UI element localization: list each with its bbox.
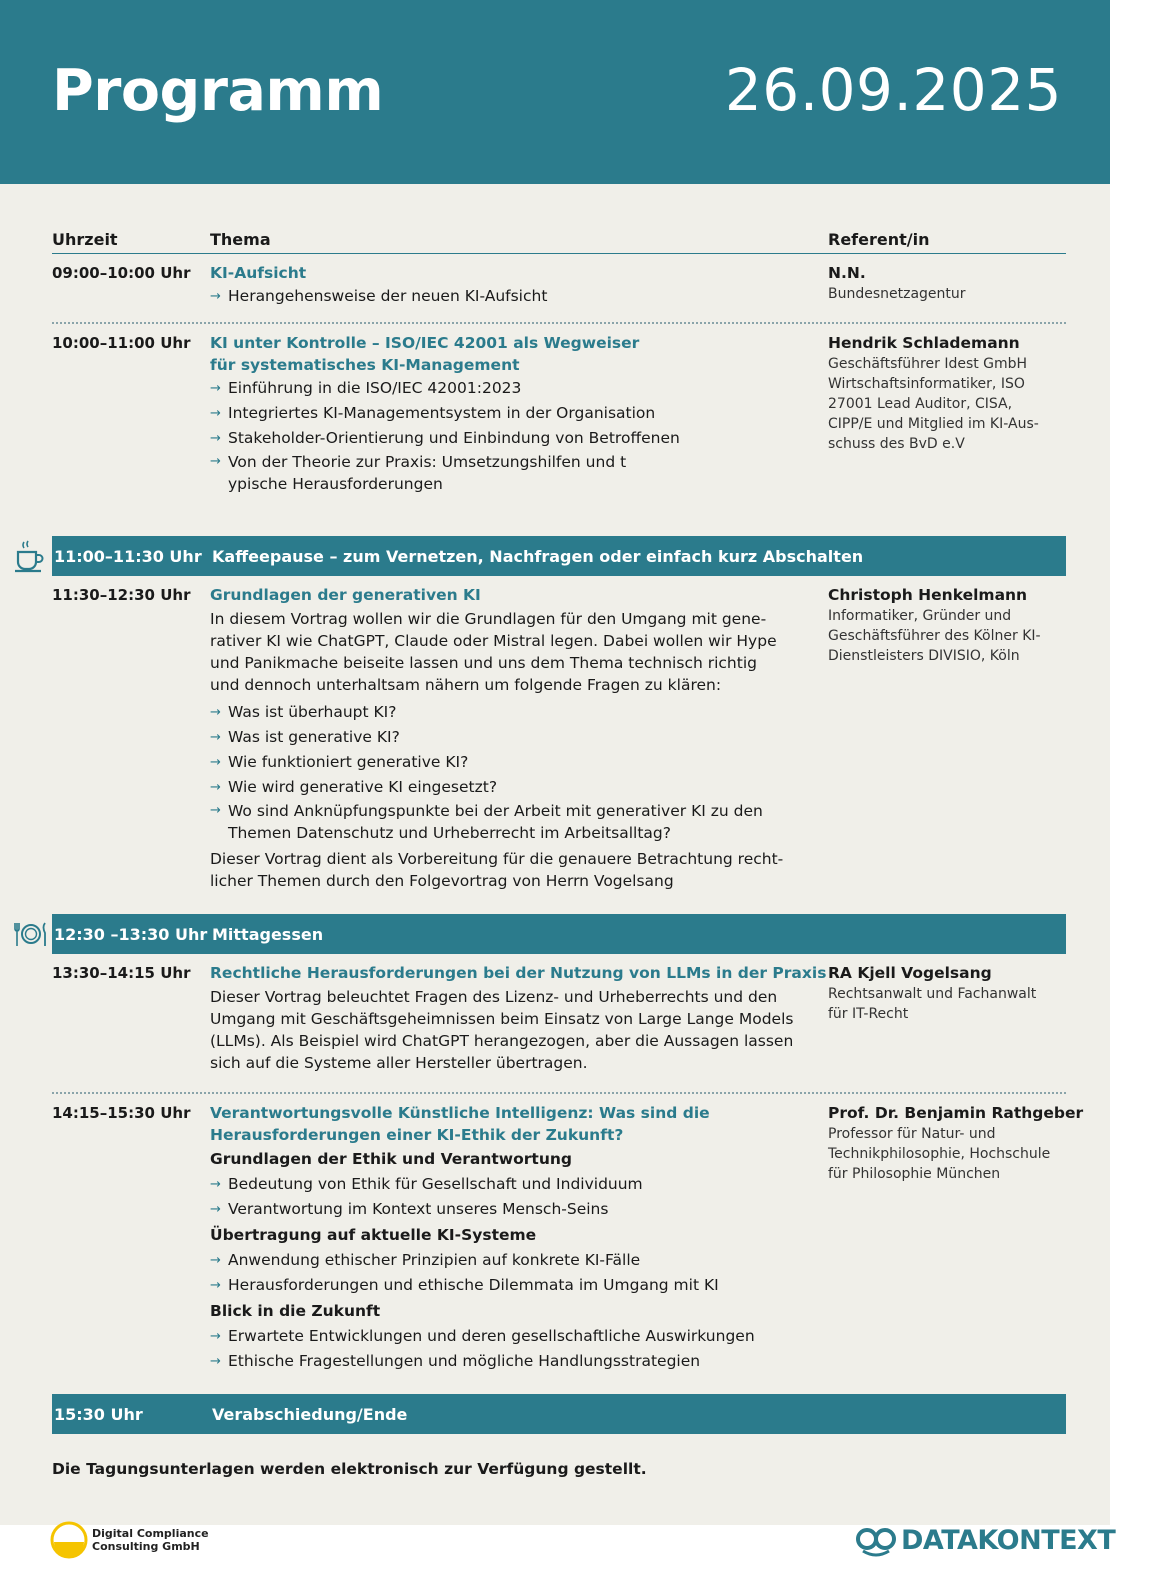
session-topic-cell (210, 332, 828, 525)
session-topic: KI unter Kontrolle – ISO/IEC 42001 als Wegweiser für systematisches KI-Management (210, 334, 640, 374)
session-time: 09:00–10:00 Uhr (52, 264, 191, 282)
session-intro: In diesem Vortrag wollen wir die Grundlagen für den Umgang mit gene- rativer KI wie ChatGPT, Claude oder Mistral legen. Dabei wollen wir Hype und Panikmache beiseite lassen und uns dem Thema technisch richtig und dennoch unterhaltsam nähern um folgende Fragen zu klären: (210, 610, 777, 694)
list-item (210, 1172, 828, 1197)
col-topic-header: Thema (210, 230, 271, 249)
session-topic-cell (210, 584, 828, 903)
arrow-right-icon: → (210, 431, 221, 446)
list-item (210, 1248, 828, 1273)
col-time-header: Uhrzeit (52, 230, 118, 249)
arrow-right-icon: → (210, 381, 221, 396)
arrow-right-icon: → (210, 406, 221, 421)
lunch-time: 12:30 –13:30 Uhr (54, 924, 208, 944)
arrow-right-icon: → (210, 803, 221, 818)
list-item (210, 725, 828, 750)
speaker-role: Informatiker, Gründer und Geschäftsführer des Kölner KI-Dienstleisters DIVISIO, Köln (828, 608, 1041, 664)
table-row (52, 1094, 1084, 1394)
list-item (210, 700, 828, 725)
list-item (210, 775, 828, 800)
speaker-cell (828, 1102, 1083, 1383)
table-header (52, 226, 1066, 254)
speaker-cell (828, 332, 1066, 525)
program-table (52, 226, 1084, 1434)
speaker-name: Hendrik Schlademann (828, 334, 1020, 352)
break-time: 11:00–11:30 Uhr (54, 546, 202, 566)
list-item (210, 1273, 828, 1298)
bullet-text: Wie funktioniert generative KI? (228, 753, 469, 771)
list-item (210, 426, 828, 451)
speaker-role: Geschäftsführer Idest GmbH Wirtschaftsinformatiker, ISO 27001 Lead Auditor, CISA, CIPP/E und Mitglied im KI-Aus- schuss des BvD e.V (828, 356, 1039, 452)
session-topic: KI-Aufsicht (210, 264, 307, 282)
bullet-text: Integriertes KI-Managementsystem in der Organisation (228, 404, 656, 422)
arrow-right-icon: → (210, 705, 221, 720)
session-intro: Dieser Vortrag beleuchtet Fragen des Lizenz- und Urheberrechts und den Umgang mit Geschäftsgeheimnissen beim Einsatz von Large Lange Models (LLMs). Als Beispiel wird ChatGPT herangezogen, aber die Aussagen lassen sich auf die Systeme aller Hersteller übertragen. (210, 988, 794, 1072)
datakontext-logo (855, 1520, 1115, 1560)
section-heading: Übertragung auf aktuelle KI-Systeme (210, 1226, 537, 1244)
datakontext-emblem-icon (855, 1523, 897, 1557)
arrow-right-icon: → (210, 454, 221, 469)
bullet-text: Von der Theorie zur Praxis: Umsetzungshilfen und t ypische Herausforderungen (228, 453, 627, 493)
arrow-right-icon: → (210, 1354, 221, 1369)
break-label: Kaffeepause – zum Vernetzen, Nachfragen oder einfach kurz Abschalten (212, 546, 864, 566)
page-title: Programm (52, 58, 384, 124)
digicom-line-2: Consulting GmbH (92, 1540, 200, 1553)
bullet-text: Was ist generative KI? (228, 728, 400, 746)
section-heading: Grundlagen der Ethik und Verantwortung (210, 1150, 572, 1168)
datakontext-wordmark: DATAKONTEXT (901, 1524, 1116, 1556)
list-item (210, 1197, 828, 1222)
session-topic: Verantwortungsvolle Künstliche Intelligenz: Was sind die Herausforderungen einer KI-Ethik der Zukunft? (210, 1104, 710, 1144)
session-outro: Dieser Vortrag dient als Vorbereitung für die genauere Betrachtung recht- licher Themen durch den Folgevortrag von Herrn Vogelsang (210, 850, 784, 890)
table-row (52, 254, 1066, 324)
table-row (52, 576, 1066, 914)
end-label: Verabschiedung/Ende (212, 1404, 408, 1424)
event-date: 26.09.2025 (724, 56, 1062, 124)
speaker-name: RA Kjell Vogelsang (828, 964, 992, 982)
speaker-role: Professor für Natur- und Technikphilosophie, Hochschule für Philosophie München (828, 1126, 1051, 1182)
bullet-text: Anwendung ethischer Prinzipien auf konkrete KI-Fälle (228, 1251, 641, 1269)
bullet-text: Ethische Fragestellungen und mögliche Handlungsstrategien (228, 1352, 701, 1370)
arrow-right-icon: → (210, 1177, 221, 1192)
end-time: 15:30 Uhr (54, 1404, 143, 1424)
bullet-text: Stakeholder-Orientierung und Einbindung von Betroffenen (228, 429, 680, 447)
session-topic: Rechtliche Herausforderungen bei der Nutzung von LLMs in der Praxis (210, 964, 827, 982)
session-topic-cell (210, 262, 828, 311)
session-time: 14:15–15:30 Uhr (52, 1104, 191, 1122)
arrow-right-icon: → (210, 289, 221, 304)
coffee-break-band (52, 536, 1066, 576)
speaker-cell (828, 584, 1066, 903)
digicom-wordmark (92, 1527, 209, 1553)
speaker-cell (828, 262, 1066, 311)
arrow-right-icon: → (210, 780, 221, 795)
speaker-name: Christoph Henkelmann (828, 586, 1028, 604)
bullet-text: Herangehensweise der neuen KI-Aufsicht (228, 287, 548, 305)
arrow-right-icon: → (210, 1278, 221, 1293)
footer-note: Die Tagungsunterlagen werden elektronisch zur Verfügung gestellt. (52, 1460, 647, 1478)
list-item (210, 1324, 828, 1349)
list-item (210, 376, 828, 401)
session-time: 11:30–12:30 Uhr (52, 586, 191, 604)
lunch-band (52, 914, 1066, 954)
plate-cutlery-icon (12, 914, 48, 954)
list-item (210, 750, 828, 775)
section-heading: Blick in die Zukunft (210, 1302, 381, 1320)
digicom-logo (50, 1520, 209, 1560)
list-item (210, 284, 828, 309)
bullet-text: Erwartete Entwicklungen und deren gesellschaftliche Auswirkungen (228, 1327, 755, 1345)
session-topic: Grundlagen der generativen KI (210, 586, 481, 604)
lunch-label: Mittagessen (212, 924, 324, 944)
end-band (52, 1394, 1066, 1434)
session-topic-cell (210, 1102, 828, 1383)
bullet-text: Wie wird generative KI eingesetzt? (228, 778, 498, 796)
arrow-right-icon: → (210, 1202, 221, 1217)
session-time: 10:00–11:00 Uhr (52, 334, 191, 352)
speaker-role: Rechtsanwalt und Fachanwalt für IT-Recht (828, 986, 1037, 1022)
digicom-line-1: Digital Compliance (92, 1527, 209, 1540)
header-banner (0, 0, 1110, 184)
list-item (210, 451, 828, 495)
arrow-right-icon: → (210, 755, 221, 770)
coffee-cup-icon (12, 536, 48, 576)
table-row (52, 954, 1066, 1094)
col-speaker-header: Referent/in (828, 230, 930, 249)
bullet-text: Herausforderungen und ethische Dilemmata im Umgang mit KI (228, 1276, 719, 1294)
speaker-cell (828, 962, 1066, 1081)
bullet-text: Was ist überhaupt KI? (228, 703, 397, 721)
table-row (52, 324, 1066, 536)
arrow-right-icon: → (210, 1329, 221, 1344)
bullet-text: Bedeutung von Ethik für Gesellschaft und Individuum (228, 1175, 643, 1193)
list-item (210, 800, 828, 844)
speaker-name: N.N. (828, 264, 866, 282)
session-topic-cell (210, 962, 828, 1081)
speaker-role: Bundesnetzagentur (828, 286, 966, 302)
arrow-right-icon: → (210, 1253, 221, 1268)
list-item (210, 401, 828, 426)
bullet-text: Verantwortung im Kontext unseres Mensch-Seins (228, 1200, 609, 1218)
bullet-text: Einführung in die ISO/IEC 42001:2023 (228, 379, 522, 397)
bullet-text: Wo sind Anknüpfungspunkte bei der Arbeit mit generativer KI zu den Themen Datenschutz und Urheberrecht im Arbeitsalltag? (228, 802, 763, 842)
digicom-badge-icon (50, 1521, 88, 1559)
session-time: 13:30–14:15 Uhr (52, 964, 191, 982)
speaker-name: Prof. Dr. Benjamin Rathgeber (828, 1104, 1084, 1122)
arrow-right-icon: → (210, 730, 221, 745)
list-item (210, 1349, 828, 1374)
